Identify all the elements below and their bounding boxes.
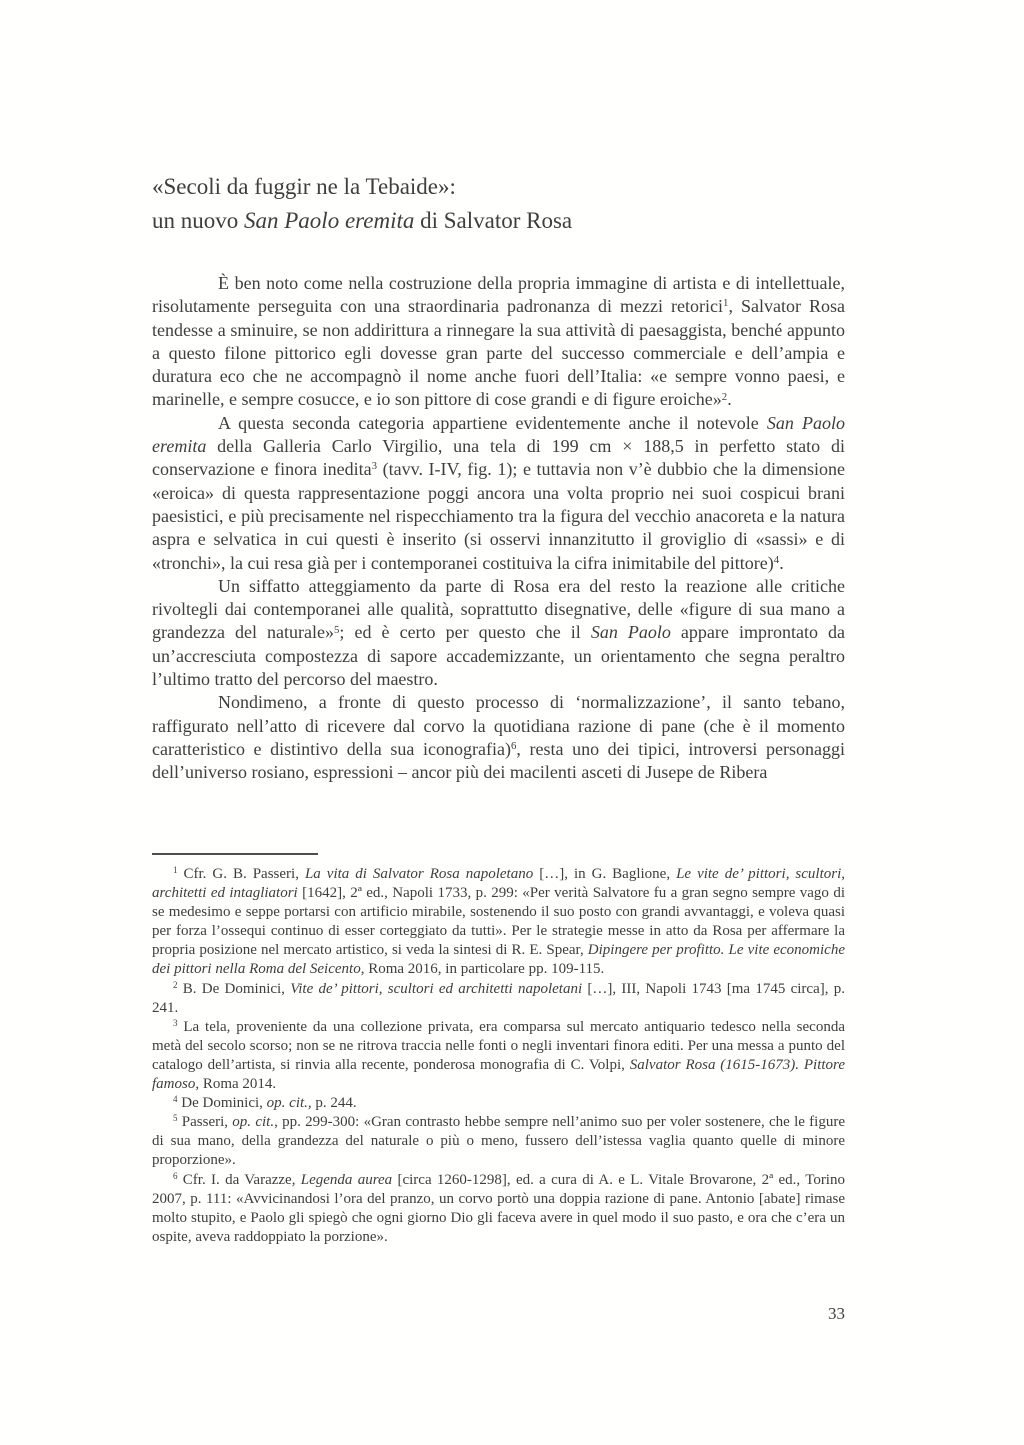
body-paragraph: Un siffatto atteggiamento da parte di Rosa era del resto la reazione alle critiche rivoltegli dai contemporanei alle qualità, soprattutto disegnative, delle «figure di sua mano a grandezza del naturale»$^5$; ed è certo per questo che il San Paolo appare improntato da un’accresciuta compostezza di sapore accademizzante, un orientamento che segna peraltro l’ultimo tratto del percorso del maestro. xyxy=(152,575,845,690)
footnotes-block xyxy=(152,865,845,1247)
body-paragraph: Nondimeno, a fronte di questo processo di ‘normalizzazione’, il santo tebano, raffigurato nell’atto di ricevere dal corvo la quotidiana razione di pane (che è il momento caratteristico e distintivo della sua iconografia)$^6$, resta uno dei tipici, introversi personaggi dell’universo rosiano, espressioni – ancor più dei macilenti asceti di Jusepe de Ribera xyxy=(152,692,845,783)
footnote: $^4$ De Dominici, op. cit., p. 244. xyxy=(173,1094,357,1112)
footnote: $^5$ Passeri, op. cit., pp. 299-300: «Gran contrasto hebbe sempre nell’animo suo per voler sostenere, che le figure di sua mano, della grandezza del naturale o più o meno, fussero dell’istessa vaglia quanto quelle di minore proporzione». xyxy=(152,1113,845,1169)
footnote: $^3$ La tela, proveniente da una collezione privata, era comparsa sul mercato antiquario tedesco nella seconda metà del secolo scorso; non se ne ritrova traccia nelle fonti o negli inventari finora editi. Per una messa a punto del catalogo dell’artista, si rinvia alla recente, ponderosa monografia di C. Volpi, Salvator Rosa (1615-1673). Pittore famoso, Roma 2014. xyxy=(152,1017,845,1093)
article-title xyxy=(152,170,845,238)
footnote: $^6$ Cfr. I. da Varazze, Legenda aurea [circa 1260-1298], ed. a cura di A. e L. Vitale Brovarone, 2ª ed., Torino 2007, p. 111: «Avvicinandosi l’ora del pranzo, un corvo portò una doppia razione di pane. Antonio [abate] rimase molto stupito, e Paolo gli spiegò che ogni giorno Dio gli faceva avere in quel modo il suo pasto, e ora che c’era un ospite, aveva raddoppiato la porzione». xyxy=(152,1170,845,1245)
body-paragraph: È ben noto come nella costruzione della propria immagine di artista e di intellettuale, risolutamente perseguita con una straordinaria padronanza di mezzi retorici$^1$, Salvator Rosa tendesse a sminuire, se non addirittura a rinnegare la sua attività di paesaggista, benché appunto a questo filone pittorico egli dovesse gran parte del successo commerciale e dell’ampia e duratura eco che ne accompagnò il nome anche fuori dell’Italia: «e sempre vonno paesi, e marinelle, e sempre cosucce, e io son pittore di cose grandi e di figure eroiche»$^2$. xyxy=(152,273,845,410)
footnote: $^1$ Cfr. G. B. Passeri, La vita di Salvator Rosa napoletano […], in G. Baglione, Le vite de’ pittori, scultori, architetti ed intagliatori [1642], 2ª ed., Napoli 1733, p. 299: «Per verità Salvatore fu a gran segno sempre vago di se medesimo e seppe portarsi con artificio mirabile, sostenendo il suo posto con grandi avvantaggi, e voleva quasi per forza l’ossequi continuo di esser corteggiato da tutti». Per le strategie messe in atto da Rosa per affermare la propria posizione nel mercato artistico, si veda la sintesi di R. E. Spear, Dipingere per profitto. Le vite economiche dei pittori nella Roma del Seicento, Roma 2016, in particolare pp. 109-115. xyxy=(152,865,846,978)
footnote-separator xyxy=(152,853,318,855)
body-paragraph: A questa seconda categoria appartiene evidentemente anche il notevole San Paolo eremita della Galleria Carlo Virgilio, una tela di 199 cm × 188,5 in perfetto stato di conservazione e finora inedita$^3$ (tavv. I-IV, fig. 1); e tuttavia non v’è dubbio che la dimensione «eroica» di questa rappresentazione poggi ancora una volta proprio nei suoi cospicui brani paesistici, e più precisamente nel rispecchiamento tra la figura del vecchio anacoreta e la natura aspra e selvatica in cui questi è inserito (si osservi innanzitutto il groviglio di «sassi» e di «tronchi», la cui resa già per i contemporanei costituiva la cifra inimitabile del pittore)$^4$. xyxy=(152,412,845,573)
footnote: $^2$ B. De Dominici, Vite de’ pittori, scultori ed architetti napoletani […], III, Napoli 1743 [ma 1745 circa], p. 241. xyxy=(152,979,845,1016)
article-title-line-2: un nuovo San Paolo eremita di Salvator Rosa xyxy=(152,208,573,233)
article-title-line-1: «Secoli da fuggir ne la Tebaide»: xyxy=(152,174,456,199)
page-number: 33 xyxy=(828,1304,845,1323)
article-body xyxy=(152,272,845,785)
